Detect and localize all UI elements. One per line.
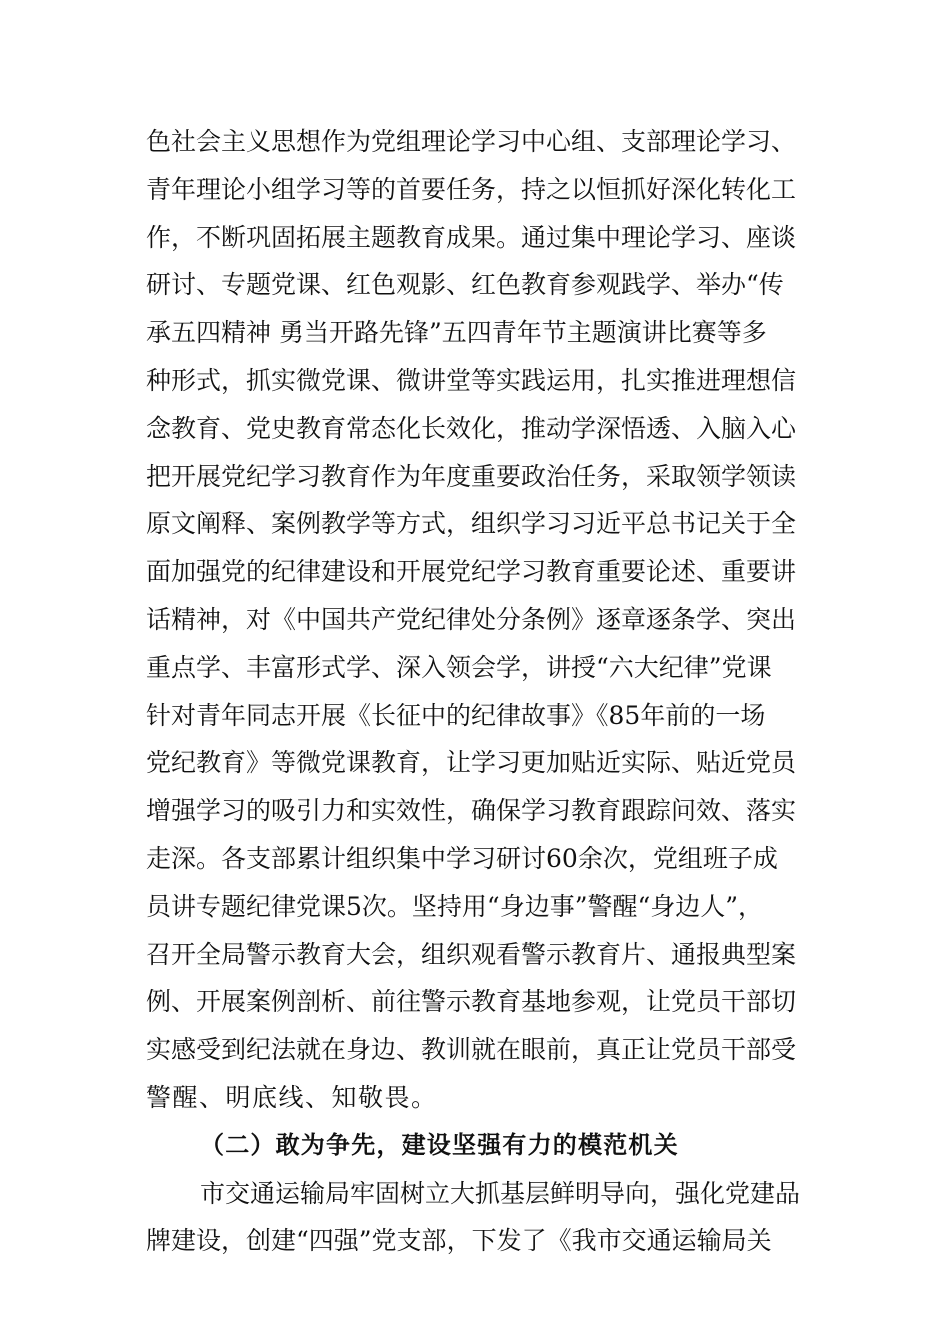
body-line-20: 实感受到纪法就在身边、教训就在眼前，真正让党员干部受 bbox=[146, 1035, 797, 1065]
body-line-7: 念教育、党史教育常态化长效化，推动学深悟透、入脑入心 bbox=[146, 413, 797, 443]
body-line-16: 走深。各支部累计组织集中学习研讨60余次，党组班子成 bbox=[146, 843, 778, 873]
body-line-1: 色社会主义思想作为党组理论学习中心组、支部理论学习、 bbox=[146, 127, 797, 156]
body-line-4: 研讨、专题党课、红色观影、红色教育参观践学、举办“传 bbox=[146, 270, 784, 300]
body-line-10: 面加强党的纪律建设和开展党纪学习教育重要论述、重要讲 bbox=[146, 557, 797, 587]
body-line-14: 党纪教育》等微党课教育，让学习更加贴近实际、贴近党员 bbox=[146, 748, 797, 778]
section-heading: （二）敢为争先，建设坚强有力的模范机关 bbox=[200, 1130, 679, 1159]
body-line-11: 话精神，对《中国共产党纪律处分条例》逐章逐条学、突出 bbox=[146, 604, 797, 634]
body-line-15: 增强学习的吸引力和实效性，确保学习教育跟踪问效、落实 bbox=[146, 796, 797, 826]
body-line-5: 承五四精神 勇当开路先锋”五四青年节主题演讲比赛等多 bbox=[146, 318, 767, 348]
body-line-21: 警醒、明底线、知敬畏。 bbox=[146, 1082, 438, 1112]
body-line-8: 把开展党纪学习教育作为年度重要政治任务，采取领学领读 bbox=[146, 461, 797, 491]
document-body bbox=[146, 118, 816, 1265]
body-line-2: 青年理论小组学习等的首要任务，持之以恒抓好深化转化工 bbox=[146, 174, 797, 204]
body-line-13: 针对青年同志开展《长征中的纪律故事》《85年前的一场 bbox=[146, 700, 766, 730]
body-line-18: 召开全局警示教育大会，组织观看警示教育片、通报典型案 bbox=[146, 939, 797, 969]
body-line-12: 重点学、丰富形式学、深入领会学，讲授“六大纪律”党课 bbox=[146, 652, 772, 682]
body-line-19: 例、开展案例剖析、前往警示教育基地参观，让党员干部切 bbox=[146, 987, 797, 1017]
body-line-6: 种形式，抓实微党课、微讲堂等实践运用，扎实推进理想信 bbox=[146, 365, 797, 395]
body-line-3: 作，不断巩固拓展主题教育成果。通过集中理论学习、座谈 bbox=[146, 222, 797, 252]
body-line-24: 牌建设，创建“四强”党支部，下发了《我市交通运输局关 bbox=[146, 1226, 772, 1256]
body-line-17: 员讲专题纪律党课5次。坚持用“身边事”警醒“身边人”， bbox=[146, 891, 764, 921]
body-line-9: 原文阐释、案例教学等方式，组织学习习近平总书记关于全 bbox=[146, 509, 797, 539]
body-line-23: 市交通运输局牢固树立大抓基层鲜明导向，强化党建品 bbox=[200, 1178, 801, 1208]
